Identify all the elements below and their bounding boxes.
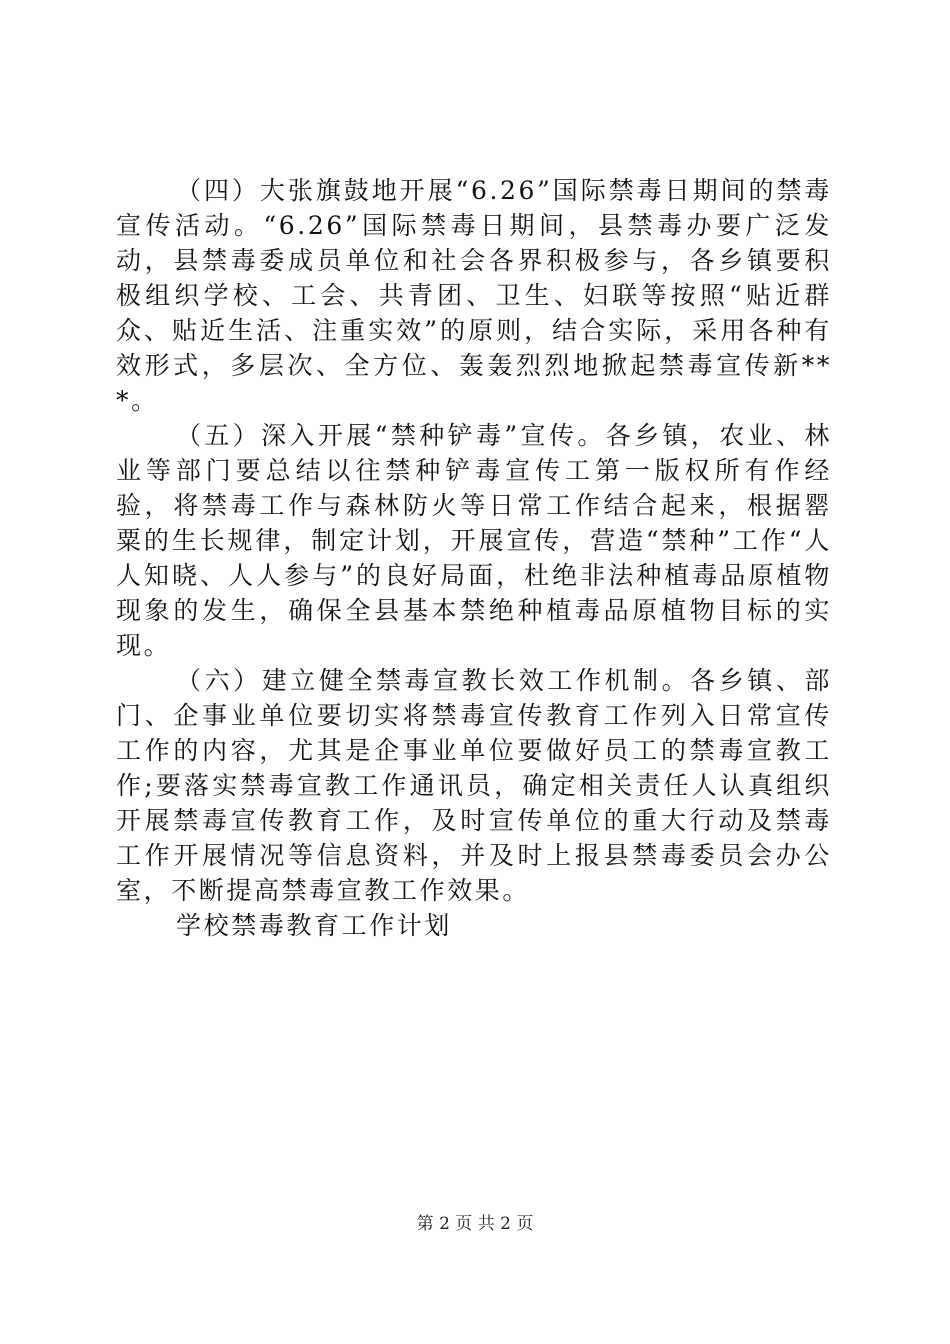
paragraph-6-long-term-mechanism: （六）建立健全禁毒宣教长效工作机制。各乡镇、部门、企事业单位要切实将禁毒宣传教育工作列入日常宣传工作的内容，尤其是企事业单位要做好员工的禁毒宣教工作;要落实禁毒宣教工作通讯员，确定相关责任人认真组织开展禁毒宣传教育工作，及时宣传单位的重大行动及禁毒工作开展情况等信息资料，并及时上报县禁毒委员会办公室，不断提高禁毒宣教工作效果。 — [116, 666, 832, 905]
paragraph-5-ban-planting: （五）深入开展“禁种铲毒”宣传。各乡镇，农业、林业等部门要总结以往禁种铲毒宣传工第一版权所有作经验，将禁毒工作与森林防火等日常工作结合起来，根据罂粟的生长规律，制定计划，开展宣传，营造“禁种”工作“人人知晓、人人参与”的良好局面，杜绝非法种植毒品原植物现象的发生，确保全县基本禁绝种植毒品原植物目标的实现。 — [116, 421, 832, 660]
paragraph-4-anti-drug-day: （四）大张旗鼓地开展“6.26”国际禁毒日期间的禁毒宣传活动。“6.26”国际禁毒日期间，县禁毒办要广泛发动，县禁毒委成员单位和社会各界积极参与，各乡镇要积极组织学校、工会、共青团、卫生、妇联等按照“贴近群众、贴近生活、注重实效”的原则，结合实际，采用各种有效形式，多层次、全方位、轰轰烈烈地掀起禁毒宣传新***。 — [116, 176, 832, 415]
page-number-footer: 第 2 页 共 2 页 — [416, 1214, 534, 1234]
closing-title: 学校禁毒教育工作计划 — [176, 911, 453, 940]
document-body — [116, 173, 832, 943]
